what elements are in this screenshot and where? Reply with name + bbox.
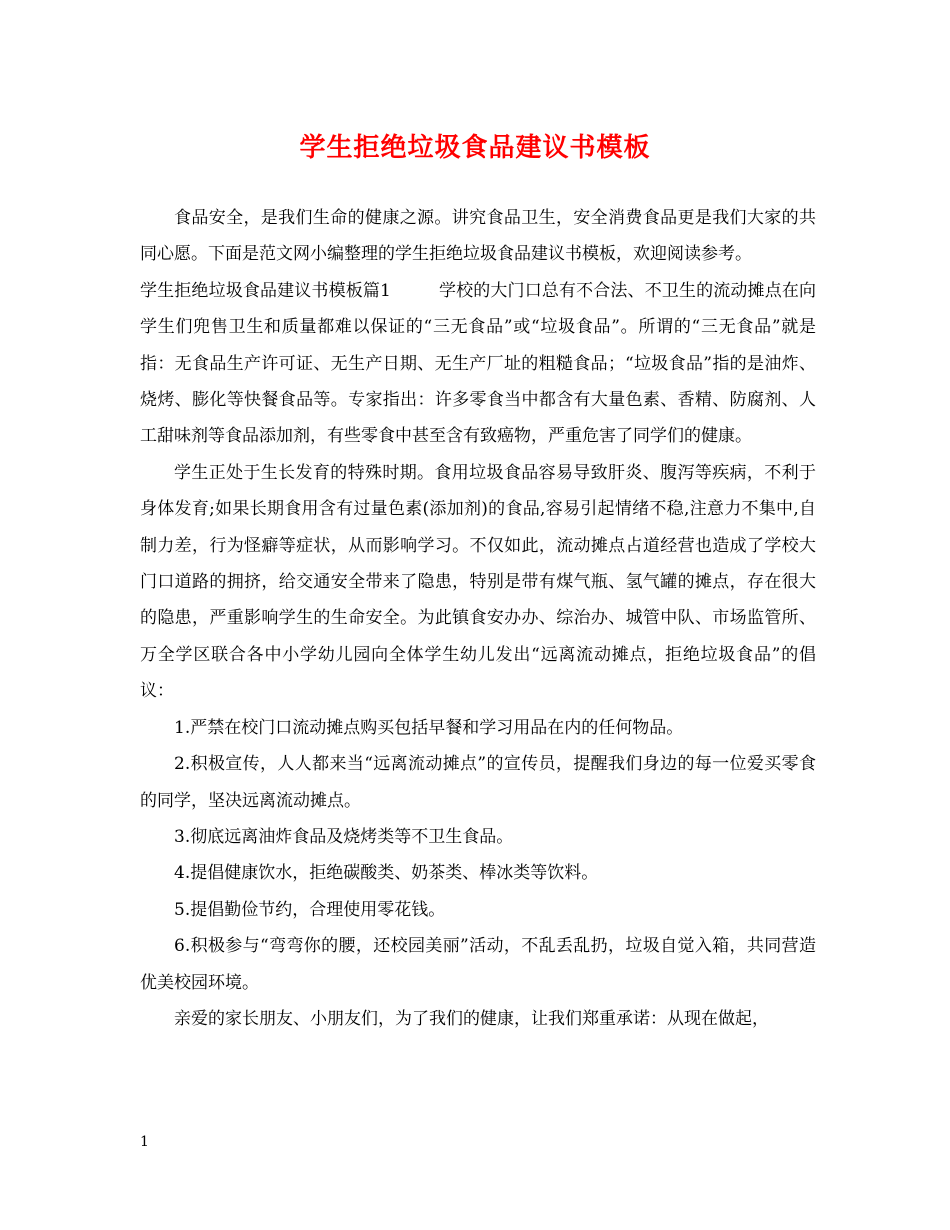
section-text: 学校的大门口总有不合法、不卫生的流动摊点在向学生们兜售卫生和质量都难以保证的“三无食品”或“垃圾食品”。所谓的“三无食品”就是指：无食品生产许可证、无生产日期、无生产厂址的粗糙食品；“垃圾食品”指的是油炸、烧烤、膨化等快餐食品等。专家指出：许多零食当中都含有大量色素、香精、防腐剂、人工甜味剂等食品添加剂，有些零食中甚至含有致癌物，严重危害了同学们的健康。 bbox=[140, 280, 816, 447]
list-item: 5.提倡勤俭节约，合理使用零花钱。 bbox=[174, 899, 446, 920]
closing-paragraph: 亲爱的家长朋友、小朋友们，为了我们的健康，让我们郑重承诺：从现在做起， bbox=[174, 1008, 769, 1029]
body-paragraph: 学生正处于生长发育的特殊时期。食用垃圾食品容易导致肝炎、腹泻等疾病，不利于身体发育;如果长期食用含有过量色素(添加剂)的食品,容易引起情绪不稳,注意力不集中,自制力差，行为怪癖等症状，从而影响学习。不仅如此，流动摊点占道经营也造成了学校大门口道路的拥挤，给交通安全带来了隐患，特别是带有煤气瓶、氢气罐的摊点，存在很大的隐患，严重影响学生的生命安全。为此镇食安办办、综治办、城管中队、市场监管所、万全学区联合各中小学幼儿园向全体学生幼儿发出“远离流动摊点，拒绝垃圾食品”的倡议： bbox=[140, 462, 816, 702]
section-paragraph bbox=[140, 273, 816, 455]
page-number: 1 bbox=[140, 1134, 149, 1150]
list-item: 2.积极宣传，人人都来当“远离流动摊点”的宣传员，提醒我们身边的每一位爱买零食的同学，坚决远离流动摊点。 bbox=[140, 754, 816, 811]
page-title: 学生拒绝垃圾食品建议书模板 bbox=[299, 133, 651, 163]
list-item: 6.积极参与“弯弯你的腰，还校园美丽”活动，不乱丢乱扔，垃圾自觉入箱，共同营造优美校园环境。 bbox=[140, 936, 816, 993]
list-item: 4.提倡健康饮水，拒绝碳酸类、奶茶类、棒冰类等饮料。 bbox=[174, 863, 599, 884]
intro-paragraph: 食品安全，是我们生命的健康之源。讲究食品卫生，安全消费食品更是我们大家的共同心愿。下面是范文网小编整理的学生拒绝垃圾食品建议书模板，欢迎阅读参考。 bbox=[140, 208, 816, 265]
section-heading: 学生拒绝垃圾食品建议书模板篇1 bbox=[140, 280, 391, 301]
list-item: 1.严禁在校门口流动摊点购买包括早餐和学习用品在内的任何物品。 bbox=[174, 717, 684, 738]
document-body bbox=[140, 200, 816, 1037]
list-item: 3.彻底远离油炸食品及烧烤类等不卫生食品。 bbox=[174, 826, 514, 847]
